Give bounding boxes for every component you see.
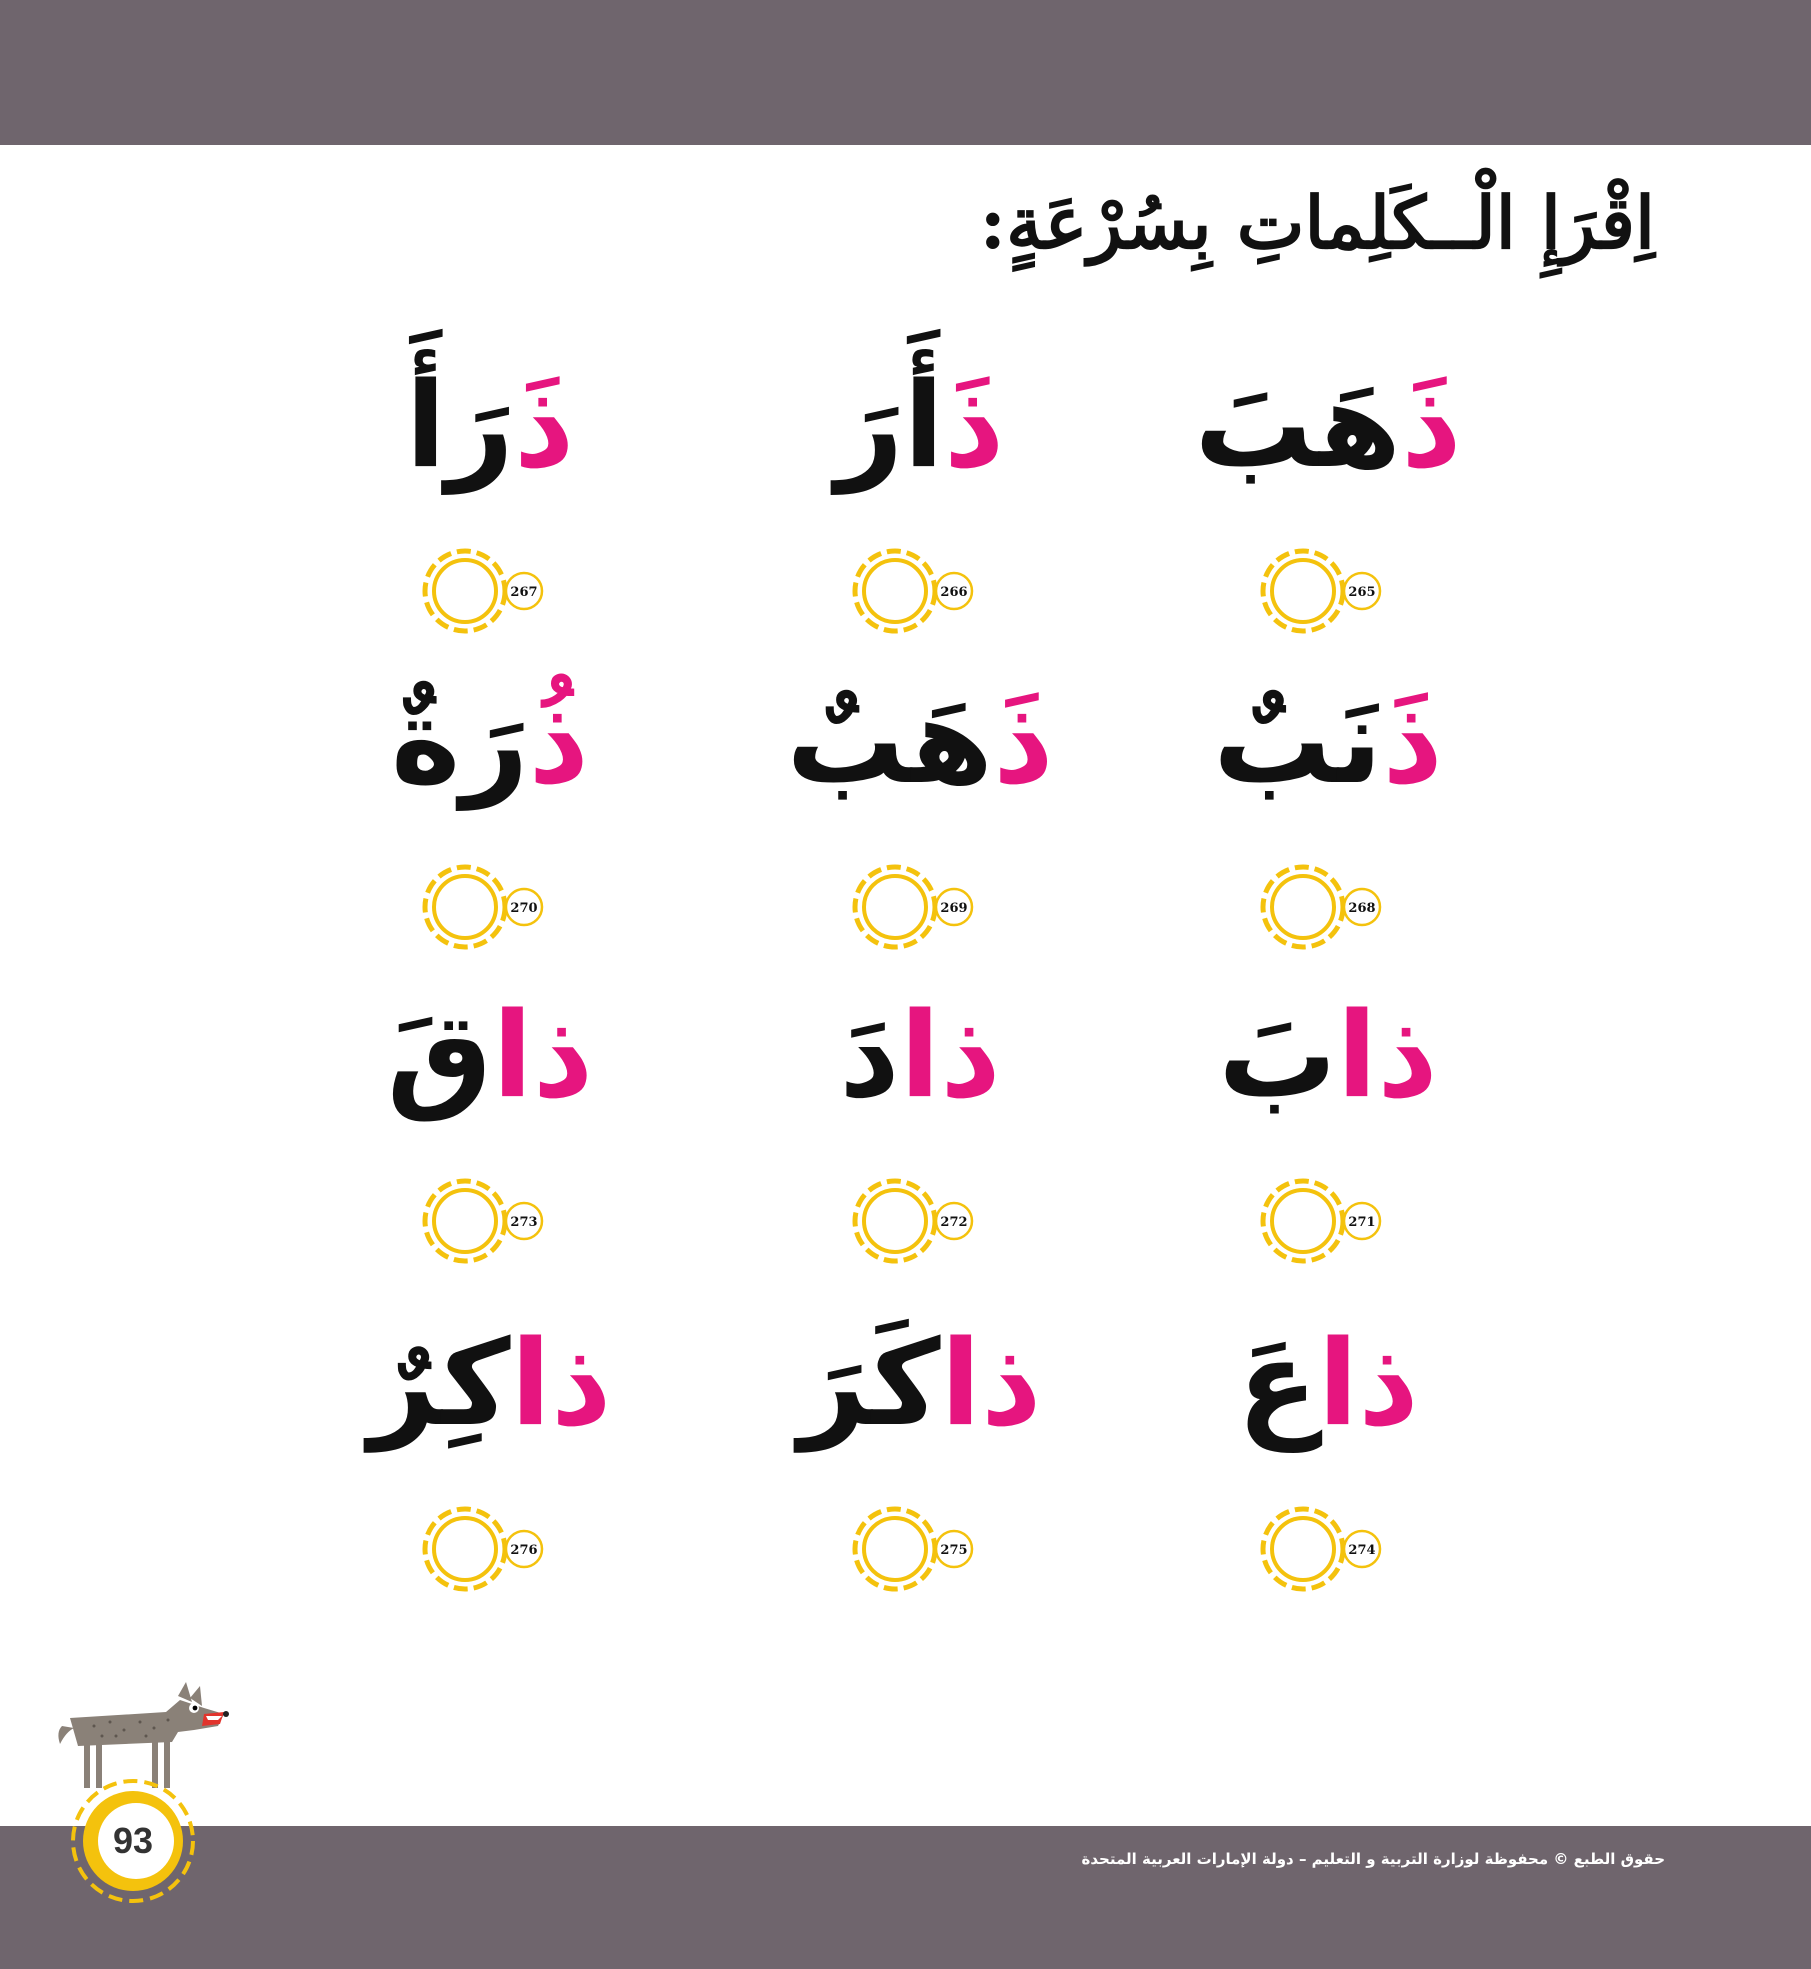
word-rest: أَرَ — [835, 356, 944, 494]
word-prefix: ذا — [1317, 1314, 1419, 1452]
word — [770, 666, 1070, 816]
word-rest: نَبٌ — [1213, 672, 1383, 810]
word-card — [1178, 980, 1478, 1280]
word-prefix: ذا — [510, 1314, 612, 1452]
record-circle-icon[interactable] — [1258, 1504, 1398, 1594]
word-prefix: ذُ — [528, 672, 590, 810]
word — [340, 666, 640, 816]
word-card — [1178, 1308, 1478, 1608]
word — [770, 350, 1070, 500]
item-number: 272 — [940, 1215, 968, 1230]
record-circle-icon[interactable] — [850, 546, 990, 636]
word — [1178, 666, 1478, 816]
word — [1178, 980, 1478, 1130]
record-circle-icon[interactable] — [850, 1504, 990, 1594]
word-prefix: ذا — [940, 1314, 1042, 1452]
word-prefix: ذَ — [993, 672, 1054, 810]
word — [1178, 350, 1478, 500]
word-rest: قَ — [386, 986, 493, 1124]
word — [340, 350, 640, 500]
word-prefix: ذَ — [1382, 672, 1443, 810]
item-number: 273 — [510, 1215, 538, 1230]
record-circle-icon[interactable] — [1258, 546, 1398, 636]
item-number: 265 — [1348, 585, 1376, 600]
word-card — [340, 350, 640, 650]
word-card — [340, 666, 640, 966]
word-prefix: ذَ — [513, 356, 575, 494]
word — [770, 1308, 1070, 1458]
word-prefix: ذَ — [943, 356, 1005, 494]
word-rest: كَرَ — [798, 1314, 941, 1452]
word-rest: هَبٌ — [786, 672, 994, 810]
bottom-band — [0, 1826, 1811, 1969]
word-card — [770, 350, 1070, 650]
instruction-title: اِقْرَإِ الْــكَلِماتِ بِسُرْعَةٍ: — [979, 180, 1655, 265]
item-number: 266 — [940, 585, 968, 600]
word-prefix: ذا — [1336, 986, 1438, 1124]
item-number: 269 — [940, 901, 968, 916]
record-circle-icon[interactable] — [420, 546, 560, 636]
word-card — [770, 666, 1070, 966]
word — [1178, 1308, 1478, 1458]
wolf-illustration — [54, 1672, 234, 1792]
item-number: 274 — [1348, 1543, 1376, 1558]
item-number: 267 — [510, 585, 538, 600]
record-circle-icon[interactable] — [420, 862, 560, 952]
record-circle-icon[interactable] — [1258, 1176, 1398, 1266]
page-number: 93 — [112, 1820, 154, 1861]
word-rest: بَ — [1218, 986, 1337, 1124]
word-rest: رَأَ — [405, 356, 514, 494]
word-rest: هَبَ — [1194, 356, 1402, 494]
word-card — [340, 980, 640, 1280]
word-card — [770, 1308, 1070, 1608]
word — [340, 1308, 640, 1458]
word-prefix: ذا — [492, 986, 594, 1124]
word — [770, 980, 1070, 1130]
record-circle-icon[interactable] — [420, 1504, 560, 1594]
word — [340, 980, 640, 1130]
word-rest: رَةٌ — [390, 672, 529, 810]
record-circle-icon[interactable] — [850, 1176, 990, 1266]
word-rest: كِرٌ — [368, 1314, 511, 1452]
word-prefix: ذا — [899, 986, 1001, 1124]
word-card — [770, 980, 1070, 1280]
record-circle-icon[interactable] — [850, 862, 990, 952]
word-card — [1178, 350, 1478, 650]
item-number: 276 — [510, 1543, 538, 1558]
word-rest: عَ — [1237, 1314, 1318, 1452]
copyright-notice: حقوق الطبع © محفوظة لوزارة التربية و التعليم – دولة الإمارات العربية المتحدة — [1081, 1850, 1665, 1868]
word-card — [340, 1308, 640, 1608]
item-number: 268 — [1348, 901, 1376, 916]
word-card — [1178, 666, 1478, 966]
item-number: 275 — [940, 1543, 968, 1558]
word-rest: دَ — [839, 986, 900, 1124]
item-number: 270 — [510, 901, 538, 916]
record-circle-icon[interactable] — [1258, 862, 1398, 952]
item-number: 271 — [1348, 1215, 1376, 1230]
word-prefix: ذَ — [1401, 356, 1462, 494]
record-circle-icon[interactable] — [420, 1176, 560, 1266]
